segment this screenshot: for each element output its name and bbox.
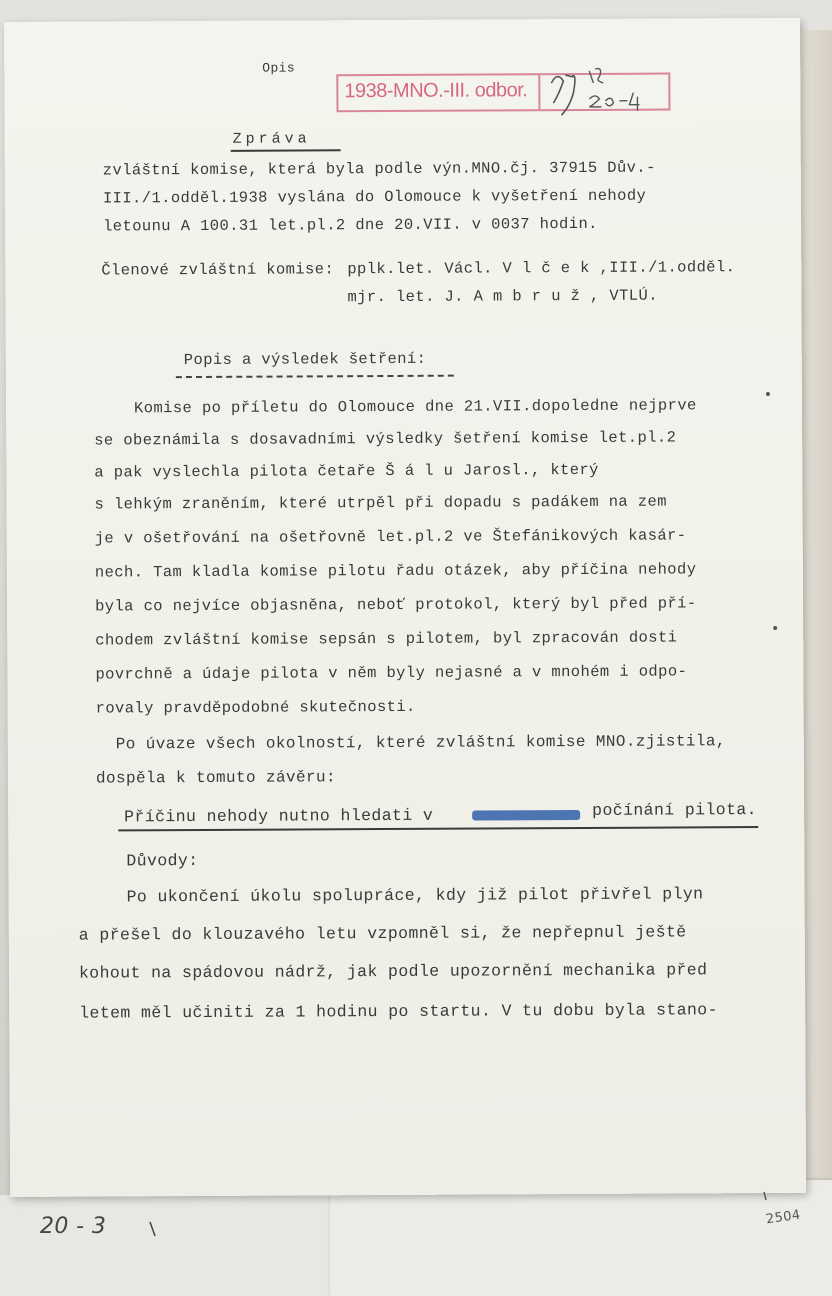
margin-dot-2 [773, 626, 777, 630]
reasons-line-1: Po ukončení úkolu spolupráce, kdy již pilot přivřel plyn [126, 884, 704, 907]
finding-text-start: Příčinu nehody nutno hledati v [124, 805, 434, 827]
margin-dot-1 [766, 392, 770, 396]
paragraph-line-2: se obeznámila s dosavadními výsledky šetření komise let.pl.2 [94, 428, 677, 450]
reasons-line-2: a přešel do klouzavého letu vzpomněl si, že nepřepnul ještě [78, 922, 687, 945]
bottom-left-handwriting: 20 - 3 [40, 1214, 107, 1239]
document-title: Zpráva [232, 130, 311, 148]
member-2: mjr. let. J. A m b r u ž , VTLÚ. [347, 286, 658, 307]
conclusion-line-1: Po úvaze všech okolností, které zvláštní komise MNO.zjistila, [115, 732, 726, 754]
intro-line-1: zvláštní komise, která byla podle výn.MNO.čj. 37915 Dův.- [102, 158, 656, 180]
paragraph-line-5: je v ošetřování na ošetřovně let.pl.2 ve Štefánikových kasár- [94, 526, 687, 548]
paragraph-line-7: byla co nejvíce objasněna, neboť protokol, který byl před pří- [95, 594, 697, 616]
reasons-line-3: kohout na spádovou nádrž, jak podle upozornění mechanika před [78, 960, 708, 983]
finding-underline [118, 826, 758, 831]
stamp-handwriting [543, 63, 663, 120]
conclusion-line-2: dospěla k tomuto závěru: [95, 768, 337, 788]
stamp-divider [538, 75, 540, 109]
member-1: pplk.let. Václ. V l č e k ,III./1.odděl. [347, 258, 736, 279]
paragraph-line-3: a pak vyslechla pilota četaře Š á l u Jarosl., který [94, 460, 599, 482]
lower-sheet-right [330, 1180, 832, 1296]
members-label: Členové zvláštní komise: [101, 260, 335, 280]
finding-text-end: počínání pilota. [592, 800, 758, 820]
title-underline [231, 149, 341, 151]
paragraph-line-8: chodem zvláštní komise sepsán s pilotem, byl zpracován dosti [95, 628, 678, 650]
section-heading: Popis a výsledek šetření: [183, 349, 427, 370]
copy-label: Opis [262, 60, 296, 76]
intro-line-3: letounu A 100.31 let.pl.2 dne 20.VII. v 0037 hodin. [103, 214, 598, 236]
archive-stamp [336, 73, 670, 113]
reasons-line-4: letem měl učiniti za 1 hodinu po startu. V tu dobu byla stano- [79, 1000, 718, 1023]
paragraph-line-9: povrchně a údaje pilota v něm byly nejasné a v mnohém i odpo- [95, 662, 688, 684]
bottom-right-handwriting: 2504 [765, 1207, 802, 1228]
paragraph-line-6: nech. Tam kladla komise pilotu řadu otázek, aby příčina nehody [94, 560, 697, 582]
redaction-mark [472, 810, 580, 821]
document-page [4, 18, 806, 1197]
section-heading-underline [176, 375, 454, 378]
paragraph-line-1: Komise po příletu do Olomouce dne 21.VII.dopoledne nejprve [133, 396, 697, 418]
paragraph-line-10: rovaly pravděpodobné skutečnosti. [95, 697, 416, 718]
stamp-text: 1938-MNO.-III. odbor. [344, 79, 528, 103]
intro-line-2: III./1.odděl.1938 vyslána do Olomouce k vyšetření nehody [102, 186, 647, 208]
paragraph-line-4: s lehkým zraněním, které utrpěl při dopadu s padákem na zem [94, 492, 667, 514]
reasons-label: Důvody: [126, 850, 199, 871]
